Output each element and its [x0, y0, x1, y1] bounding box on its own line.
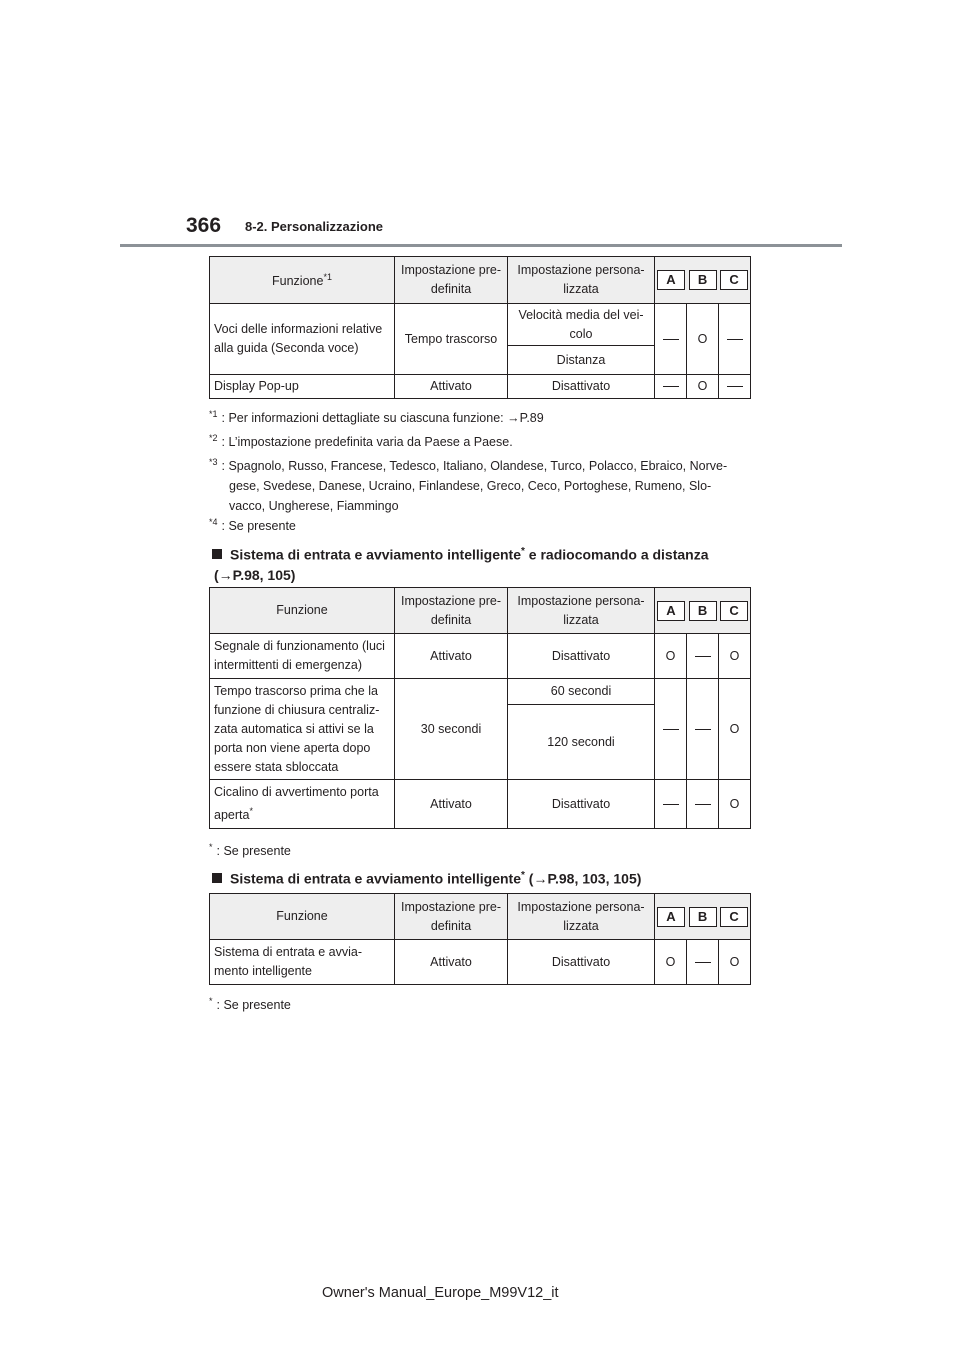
table-row [210, 304, 751, 346]
cell-a: O [655, 634, 687, 679]
header-custom: Impostazione persona- lizzata [508, 257, 655, 304]
letter-b: B [689, 601, 717, 621]
cell-default: Attivato [395, 940, 508, 985]
table-row [210, 679, 751, 705]
section-title: 8-2. Personalizzazione [245, 219, 383, 234]
table-row [210, 780, 751, 829]
footnote-1: $^{*1}$ : Per informazioni dettagliate su ciascuna funzione: →P.89 [209, 409, 544, 426]
cell-function: Cicalino di avvertimento porta aperta* [210, 780, 395, 829]
header-function: Funzione [210, 894, 395, 940]
letter-c: C [720, 601, 748, 621]
table-smart-entry [209, 893, 751, 985]
header-letters [655, 257, 751, 304]
table-header [210, 588, 751, 634]
cell-a [655, 780, 687, 829]
bullet-square-icon [212, 873, 222, 883]
header-function: Funzione$^{*1}$ [210, 257, 395, 304]
footer-manual-id: Owner's Manual_Europe_M99V12_it [322, 1285, 559, 1301]
cell-function: Sistema di entrata e avvia- mento intelligente [210, 940, 395, 985]
cell-default: 30 secondi [395, 679, 508, 780]
footnote-2: $^{*2}$ : L’impostazione predefinita varia da Paese a Paese. [209, 433, 513, 450]
footnote-section-2: * : Se presente [209, 842, 291, 859]
cell-b [687, 634, 719, 679]
cell-c: O [719, 679, 751, 780]
cell-function: Tempo trascorso prima che la funzione di chiusura centraliz- zata automatica si attivi se la porta non viene aperta dopo essere stata sbloccata [210, 679, 395, 780]
table-row [210, 634, 751, 679]
letter-a: A [657, 270, 685, 290]
cell-function: Segnale di funzionamento (luci intermittenti di emergenza) [210, 634, 395, 679]
page-number: 366 [186, 214, 222, 237]
cell-b: O [687, 304, 719, 375]
cell-custom: Disattivato [508, 780, 655, 829]
cell-custom: Distanza [508, 346, 655, 375]
cell-custom: Velocità media del vei- colo [508, 304, 655, 346]
table-row [210, 940, 751, 985]
header-custom: Impostazione persona- lizzata [508, 588, 655, 634]
cell-c [719, 304, 751, 375]
section-heading-smart-entry-remote: Sistema di entrata e avviamento intelligente* e radiocomando a distanza (→P.98, 105) [214, 546, 709, 583]
table-driving-info [209, 256, 751, 399]
cell-default: Attivato [395, 780, 508, 829]
cell-default: Tempo trascorso [395, 304, 508, 375]
cell-c: O [719, 780, 751, 829]
cell-b [687, 780, 719, 829]
cell-c: O [719, 634, 751, 679]
footnote-4: $^{*4}$ : Se presente [209, 517, 296, 534]
cell-c: O [719, 940, 751, 985]
cell-a [655, 304, 687, 375]
cell-function: Display Pop-up [210, 375, 395, 399]
header-default: Impostazione pre- definita [395, 257, 508, 304]
cell-custom: Disattivato [508, 634, 655, 679]
cell-a [655, 375, 687, 399]
header-custom: Impostazione persona- lizzata [508, 894, 655, 940]
cell-custom: 120 secondi [508, 705, 655, 780]
footnote-section-3: * : Se presente [209, 996, 291, 1013]
table-header [210, 894, 751, 940]
table-smart-entry-remote [209, 587, 751, 829]
cell-default: Attivato [395, 634, 508, 679]
cell-default: Attivato [395, 375, 508, 399]
header-rule [120, 244, 842, 247]
cell-c [719, 375, 751, 399]
table-header [210, 257, 751, 304]
cell-a [655, 679, 687, 780]
letter-a: A [657, 601, 685, 621]
bullet-square-icon [212, 549, 222, 559]
cell-b: O [687, 375, 719, 399]
cell-b [687, 940, 719, 985]
header-letters [655, 588, 751, 634]
header-default: Impostazione pre- definita [395, 588, 508, 634]
cell-custom: 60 secondi [508, 679, 655, 705]
header-letters [655, 894, 751, 940]
cell-function: Voci delle informazioni relative alla guida (Seconda voce) [210, 304, 395, 375]
cell-b [687, 679, 719, 780]
letter-b: B [689, 907, 717, 927]
letter-c: C [720, 907, 748, 927]
letter-b: B [689, 270, 717, 290]
letter-c: C [720, 270, 748, 290]
header-default: Impostazione pre- definita [395, 894, 508, 940]
letter-a: A [657, 907, 685, 927]
cell-custom: Disattivato [508, 940, 655, 985]
footnote-3: $^{*3}$ : Spagnolo, Russo, Francese, Tedesco, Italiano, Olandese, Turco, Polacco, Ebraico, Norve- gese, Svedese, Danese, Ucraino, Finlandese, Greco, Ceco, Portoghese, Rumeno, Slo- vacco, Ungherese, Fiammingo [209, 457, 728, 514]
header-function: Funzione [210, 588, 395, 634]
cell-custom: Disattivato [508, 375, 655, 399]
table-row [210, 375, 751, 399]
section-heading-smart-entry: Sistema di entrata e avviamento intelligente* (→P.98, 103, 105) [212, 866, 641, 889]
cell-a: O [655, 940, 687, 985]
